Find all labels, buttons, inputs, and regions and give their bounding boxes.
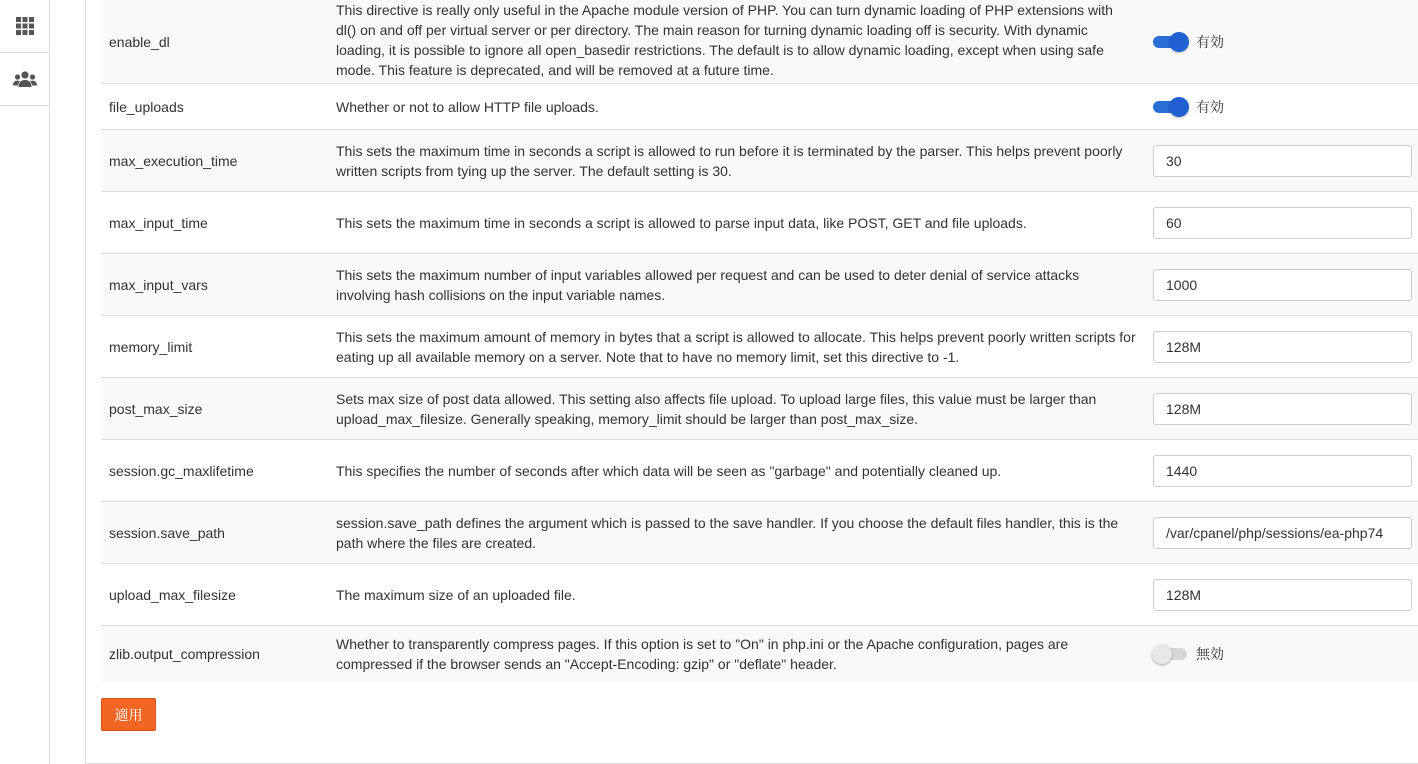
grid-apps-icon <box>16 17 34 35</box>
setting-name: zlib.output_compression <box>101 626 336 682</box>
toggle-state-label: 有効 <box>1196 33 1224 50</box>
setting-description: This sets the maximum number of input variables allowed per request and can be used to deter denial of service attacks involving hash collisions on the input variable names. <box>336 254 1145 316</box>
enable-dl-toggle[interactable] <box>1153 32 1189 52</box>
setting-row-max-input-vars <box>101 254 1418 316</box>
setting-value <box>1145 502 1418 564</box>
users-menu-button[interactable] <box>0 53 49 106</box>
setting-value <box>1145 130 1418 192</box>
setting-value <box>1145 378 1418 440</box>
setting-value <box>1145 316 1418 378</box>
setting-value <box>1145 0 1418 84</box>
users-icon <box>13 71 37 87</box>
setting-value <box>1145 564 1418 626</box>
memory-limit-input[interactable] <box>1153 331 1412 363</box>
setting-name: session.gc_maxlifetime <box>101 440 336 502</box>
max-input-vars-input[interactable] <box>1153 269 1412 301</box>
setting-row-session-gc-maxlifetime <box>101 440 1418 502</box>
session-gc-maxlifetime-input[interactable] <box>1153 455 1412 487</box>
zlib-output-compression-toggle[interactable] <box>1153 644 1189 664</box>
file-uploads-toggle[interactable] <box>1153 97 1189 117</box>
file-uploads-toggle-control[interactable] <box>1153 97 1413 117</box>
setting-name: max_input_vars <box>101 254 336 316</box>
setting-name: memory_limit <box>101 316 336 378</box>
setting-value <box>1145 440 1418 502</box>
php-settings-table <box>101 0 1418 682</box>
setting-row-enable-dl <box>101 0 1418 84</box>
setting-description: The maximum size of an uploaded file. <box>336 564 1145 626</box>
setting-row-max-execution-time <box>101 130 1418 192</box>
setting-description: session.save_path defines the argument which is passed to the save handler. If you choose the default files handler, this is the path where the files are created. <box>336 502 1145 564</box>
apps-menu-button[interactable] <box>0 0 49 53</box>
setting-row-upload-max-filesize <box>101 564 1418 626</box>
setting-name: file_uploads <box>101 84 336 130</box>
session-save-path-input[interactable] <box>1153 517 1412 549</box>
setting-description: Whether or not to allow HTTP file uploads. <box>336 84 1145 130</box>
setting-description: This sets the maximum amount of memory in bytes that a script is allowed to allocate. This helps prevent poorly written scripts for eating up all available memory on a server. Note that to have no memory limit, set this directive to -1. <box>336 316 1145 378</box>
toggle-state-label: 無効 <box>1196 645 1224 662</box>
max-execution-time-input[interactable] <box>1153 145 1412 177</box>
setting-value <box>1145 84 1418 130</box>
setting-name: max_execution_time <box>101 130 336 192</box>
max-input-time-input[interactable] <box>1153 207 1412 239</box>
setting-description: Sets max size of post data allowed. This setting also affects file upload. To upload large files, this value must be larger than upload_max_filesize. Generally speaking, memory_limit should be larger than post_max_size. <box>336 378 1145 440</box>
setting-row-memory-limit <box>101 316 1418 378</box>
setting-name: upload_max_filesize <box>101 564 336 626</box>
sidebar <box>0 0 50 764</box>
setting-value <box>1145 626 1418 682</box>
setting-description: This directive is really only useful in the Apache module version of PHP. You can turn dynamic loading of PHP extensions with dl() on and off per virtual server or per directory. The main reason for turning dynamic loading off is security. With dynamic loading, it is possible to ignore all open_basedir restrictions. The default is to allow dynamic loading, except when using safe mode. This feature is deprecated, and will be removed at a future time. <box>336 0 1145 84</box>
enable-dl-toggle-control[interactable] <box>1153 32 1413 52</box>
setting-name: session.save_path <box>101 502 336 564</box>
setting-name: post_max_size <box>101 378 336 440</box>
zlib-output-compression-toggle-control[interactable] <box>1153 644 1413 664</box>
main-content <box>85 0 1418 764</box>
apply-button[interactable]: 適用 <box>101 698 156 731</box>
setting-value <box>1145 254 1418 316</box>
setting-description: This sets the maximum time in seconds a script is allowed to run before it is terminated by the parser. This helps prevent poorly written scripts from tying up the server. The default setting is 30. <box>336 130 1145 192</box>
upload-max-filesize-input[interactable] <box>1153 579 1412 611</box>
setting-name: enable_dl <box>101 0 336 84</box>
setting-row-file-uploads <box>101 84 1418 130</box>
toggle-state-label: 有効 <box>1196 98 1224 115</box>
setting-description: This specifies the number of seconds after which data will be seen as "garbage" and potentially cleaned up. <box>336 440 1145 502</box>
setting-description: Whether to transparently compress pages. If this option is set to "On" in php.ini or the Apache configuration, pages are compressed if the browser sends an "Accept-Encoding: gzip" or "deflate" header. <box>336 626 1145 682</box>
post-max-size-input[interactable] <box>1153 393 1412 425</box>
setting-name: max_input_time <box>101 192 336 254</box>
setting-row-session-save-path <box>101 502 1418 564</box>
setting-row-zlib-output-compression <box>101 626 1418 682</box>
setting-row-post-max-size <box>101 378 1418 440</box>
setting-row-max-input-time <box>101 192 1418 254</box>
toggle-knob <box>1169 32 1189 52</box>
toggle-knob <box>1152 644 1172 664</box>
setting-value <box>1145 192 1418 254</box>
toggle-knob <box>1169 97 1189 117</box>
setting-description: This sets the maximum time in seconds a script is allowed to parse input data, like POST, GET and file uploads. <box>336 192 1145 254</box>
